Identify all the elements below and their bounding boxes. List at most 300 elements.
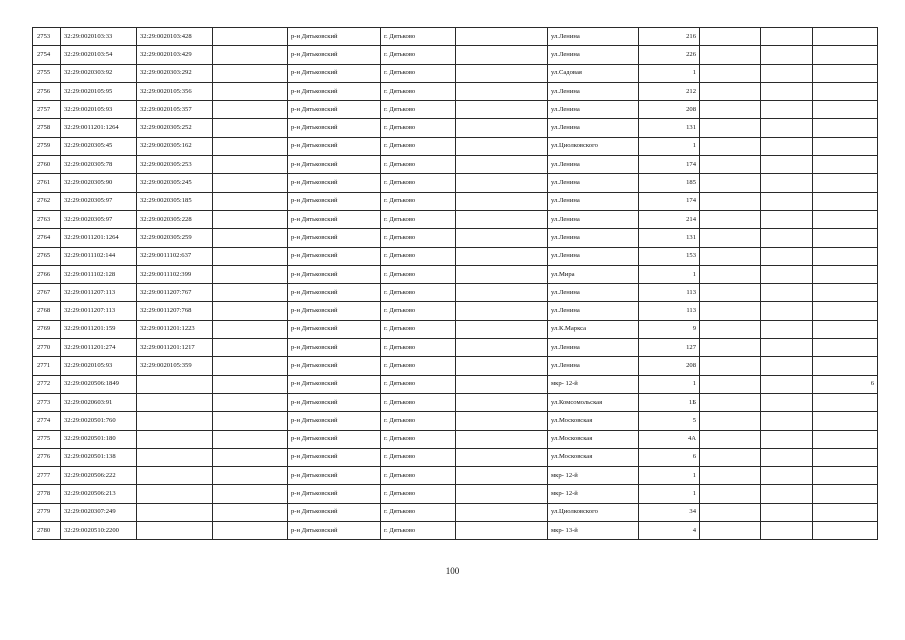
row-number-cell: 2754 — [33, 46, 61, 64]
empty-cell — [213, 485, 288, 503]
empty-cell — [213, 448, 288, 466]
empty-cell — [761, 192, 813, 210]
empty-cell — [761, 174, 813, 192]
district-cell: р-н Дятьковский — [288, 412, 381, 430]
extra-value-cell — [813, 320, 878, 338]
house-number-cell: 9 — [639, 320, 700, 338]
empty-cell — [456, 375, 548, 393]
row-number-cell: 2753 — [33, 28, 61, 46]
table-row — [33, 522, 878, 540]
new-cadastral-number-cell: 32:29:0020103:428 — [137, 28, 213, 46]
empty-cell — [761, 156, 813, 174]
empty-cell — [213, 265, 288, 283]
house-number-cell: 113 — [639, 284, 700, 302]
empty-cell — [761, 485, 813, 503]
empty-cell — [700, 302, 761, 320]
empty-cell — [761, 302, 813, 320]
district-cell: р-н Дятьковский — [288, 302, 381, 320]
city-cell: г. Дятьково — [381, 302, 456, 320]
house-number-cell: 153 — [639, 247, 700, 265]
city-cell: г. Дятьково — [381, 320, 456, 338]
empty-cell — [213, 412, 288, 430]
table-row — [33, 357, 878, 375]
cadastral-number-cell: 32:29:0020103:54 — [61, 46, 137, 64]
empty-cell — [213, 229, 288, 247]
row-number-cell: 2778 — [33, 485, 61, 503]
empty-cell — [700, 375, 761, 393]
row-number-cell: 2758 — [33, 119, 61, 137]
empty-cell — [700, 357, 761, 375]
house-number-cell: 127 — [639, 339, 700, 357]
empty-cell — [700, 265, 761, 283]
empty-cell — [761, 82, 813, 100]
empty-cell — [761, 339, 813, 357]
table-row — [33, 375, 878, 393]
empty-cell — [700, 320, 761, 338]
street-cell: ул.Ленина — [548, 82, 639, 100]
street-cell: ул.Ленина — [548, 210, 639, 228]
house-number-cell: 131 — [639, 119, 700, 137]
street-cell: ул.Московская — [548, 412, 639, 430]
empty-cell — [700, 174, 761, 192]
extra-value-cell — [813, 119, 878, 137]
extra-value-cell — [813, 302, 878, 320]
empty-cell — [213, 137, 288, 155]
cadastral-number-cell: 32:29:0011207:113 — [61, 302, 137, 320]
cadastral-number-cell: 32:29:0020506:222 — [61, 467, 137, 485]
empty-cell — [213, 339, 288, 357]
cadastral-number-cell: 32:29:0011102:144 — [61, 247, 137, 265]
empty-cell — [213, 522, 288, 540]
street-cell: ул.Ленина — [548, 192, 639, 210]
empty-cell — [213, 101, 288, 119]
table-row — [33, 101, 878, 119]
new-cadastral-number-cell — [137, 467, 213, 485]
new-cadastral-number-cell — [137, 375, 213, 393]
table-row — [33, 393, 878, 411]
street-cell: ул.Ленина — [548, 302, 639, 320]
city-cell: г. Дятьково — [381, 137, 456, 155]
street-cell: мкр- 13-й — [548, 522, 639, 540]
empty-cell — [456, 393, 548, 411]
extra-value-cell — [813, 247, 878, 265]
table-row — [33, 46, 878, 64]
empty-cell — [700, 210, 761, 228]
street-cell: ул.Ленина — [548, 46, 639, 64]
house-number-cell: 1 — [639, 485, 700, 503]
empty-cell — [456, 28, 548, 46]
new-cadastral-number-cell: 32:29:0011207:768 — [137, 302, 213, 320]
cadastral-number-cell: 32:29:0020105:95 — [61, 82, 137, 100]
row-number-cell: 2780 — [33, 522, 61, 540]
row-number-cell: 2760 — [33, 156, 61, 174]
new-cadastral-number-cell: 32:29:0020305:253 — [137, 156, 213, 174]
street-cell: ул.Комсомольская — [548, 393, 639, 411]
empty-cell — [213, 46, 288, 64]
table-row — [33, 119, 878, 137]
empty-cell — [761, 137, 813, 155]
empty-cell — [213, 503, 288, 521]
new-cadastral-number-cell: 32:29:0011201:1223 — [137, 320, 213, 338]
city-cell: г. Дятьково — [381, 522, 456, 540]
empty-cell — [700, 412, 761, 430]
empty-cell — [456, 101, 548, 119]
city-cell: г. Дятьково — [381, 375, 456, 393]
empty-cell — [761, 101, 813, 119]
district-cell: р-н Дятьковский — [288, 357, 381, 375]
street-cell: ул.Ленина — [548, 339, 639, 357]
house-number-cell: 4 — [639, 522, 700, 540]
empty-cell — [456, 522, 548, 540]
row-number-cell: 2779 — [33, 503, 61, 521]
new-cadastral-number-cell: 32:29:0020305:228 — [137, 210, 213, 228]
empty-cell — [456, 192, 548, 210]
empty-cell — [456, 320, 548, 338]
district-cell: р-н Дятьковский — [288, 156, 381, 174]
district-cell: р-н Дятьковский — [288, 174, 381, 192]
empty-cell — [700, 192, 761, 210]
city-cell: г. Дятьково — [381, 64, 456, 82]
row-number-cell: 2777 — [33, 467, 61, 485]
row-number-cell: 2776 — [33, 448, 61, 466]
street-cell: ул.Циолковского — [548, 503, 639, 521]
empty-cell — [213, 28, 288, 46]
district-cell: р-н Дятьковский — [288, 229, 381, 247]
extra-value-cell — [813, 265, 878, 283]
extra-value-cell — [813, 174, 878, 192]
cadastral-number-cell: 32:29:0011201:1264 — [61, 119, 137, 137]
house-number-cell: 208 — [639, 101, 700, 119]
row-number-cell: 2757 — [33, 101, 61, 119]
street-cell: ул.Московская — [548, 430, 639, 448]
table-row — [33, 156, 878, 174]
table-body — [33, 28, 878, 540]
extra-value-cell — [813, 82, 878, 100]
empty-cell — [213, 210, 288, 228]
district-cell: р-н Дятьковский — [288, 82, 381, 100]
street-cell: ул.Ленина — [548, 357, 639, 375]
page-number: 100 — [445, 566, 460, 576]
empty-cell — [213, 247, 288, 265]
extra-value-cell — [813, 28, 878, 46]
cadastral-number-cell: 32:29:0020506:213 — [61, 485, 137, 503]
cadastral-number-cell: 32:29:0020603:91 — [61, 393, 137, 411]
new-cadastral-number-cell — [137, 448, 213, 466]
empty-cell — [456, 229, 548, 247]
street-cell: ул.Садовая — [548, 64, 639, 82]
empty-cell — [700, 339, 761, 357]
empty-cell — [213, 302, 288, 320]
new-cadastral-number-cell: 32:29:0020305:162 — [137, 137, 213, 155]
table-row — [33, 448, 878, 466]
street-cell: ул.Ленина — [548, 174, 639, 192]
house-number-cell: 1 — [639, 467, 700, 485]
city-cell: г. Дятьково — [381, 247, 456, 265]
house-number-cell: 1 — [639, 64, 700, 82]
city-cell: г. Дятьково — [381, 229, 456, 247]
district-cell: р-н Дятьковский — [288, 101, 381, 119]
empty-cell — [456, 174, 548, 192]
cadastral-number-cell: 32:29:0020501:760 — [61, 412, 137, 430]
street-cell: ул.Мира — [548, 265, 639, 283]
city-cell: г. Дятьково — [381, 430, 456, 448]
empty-cell — [213, 156, 288, 174]
empty-cell — [456, 412, 548, 430]
new-cadastral-number-cell: 32:29:0020105:356 — [137, 82, 213, 100]
row-number-cell: 2769 — [33, 320, 61, 338]
cadastral-number-cell: 32:29:0020305:45 — [61, 137, 137, 155]
new-cadastral-number-cell: 32:29:0020103:429 — [137, 46, 213, 64]
city-cell: г. Дятьково — [381, 503, 456, 521]
extra-value-cell: 6 — [813, 375, 878, 393]
empty-cell — [761, 46, 813, 64]
empty-cell — [761, 375, 813, 393]
district-cell: р-н Дятьковский — [288, 320, 381, 338]
empty-cell — [213, 174, 288, 192]
house-number-cell: 185 — [639, 174, 700, 192]
new-cadastral-number-cell: 32:29:0020305:252 — [137, 119, 213, 137]
extra-value-cell — [813, 284, 878, 302]
empty-cell — [761, 357, 813, 375]
table-row — [33, 64, 878, 82]
table-row — [33, 485, 878, 503]
cadastral-number-cell: 32:29:0020506:1849 — [61, 375, 137, 393]
street-cell: ул.Ленина — [548, 101, 639, 119]
city-cell: г. Дятьково — [381, 192, 456, 210]
city-cell: г. Дятьково — [381, 119, 456, 137]
row-number-cell: 2755 — [33, 64, 61, 82]
city-cell: г. Дятьково — [381, 101, 456, 119]
empty-cell — [456, 64, 548, 82]
city-cell: г. Дятьково — [381, 210, 456, 228]
empty-cell — [213, 430, 288, 448]
table-row — [33, 210, 878, 228]
house-number-cell: 212 — [639, 82, 700, 100]
house-number-cell: 6 — [639, 448, 700, 466]
empty-cell — [700, 430, 761, 448]
city-cell: г. Дятьково — [381, 28, 456, 46]
house-number-cell: 1 — [639, 265, 700, 283]
new-cadastral-number-cell: 32:29:0020305:259 — [137, 229, 213, 247]
district-cell: р-н Дятьковский — [288, 467, 381, 485]
empty-cell — [213, 375, 288, 393]
new-cadastral-number-cell: 32:29:0011102:637 — [137, 247, 213, 265]
empty-cell — [700, 485, 761, 503]
row-number-cell: 2763 — [33, 210, 61, 228]
cadastral-number-cell: 32:29:0020501:138 — [61, 448, 137, 466]
row-number-cell: 2771 — [33, 357, 61, 375]
table-row — [33, 137, 878, 155]
empty-cell — [700, 229, 761, 247]
city-cell: г. Дятьково — [381, 284, 456, 302]
district-cell: р-н Дятьковский — [288, 265, 381, 283]
extra-value-cell — [813, 339, 878, 357]
street-cell: мкр- 12-й — [548, 375, 639, 393]
empty-cell — [456, 503, 548, 521]
empty-cell — [213, 284, 288, 302]
street-cell: ул.Ленина — [548, 119, 639, 137]
empty-cell — [700, 156, 761, 174]
row-number-cell: 2767 — [33, 284, 61, 302]
district-cell: р-н Дятьковский — [288, 28, 381, 46]
new-cadastral-number-cell — [137, 430, 213, 448]
empty-cell — [456, 247, 548, 265]
table-row — [33, 430, 878, 448]
district-cell: р-н Дятьковский — [288, 64, 381, 82]
row-number-cell: 2762 — [33, 192, 61, 210]
extra-value-cell — [813, 393, 878, 411]
empty-cell — [700, 46, 761, 64]
new-cadastral-number-cell — [137, 412, 213, 430]
row-number-cell: 2768 — [33, 302, 61, 320]
cadastral-number-cell: 32:29:0020305:90 — [61, 174, 137, 192]
city-cell: г. Дятьково — [381, 46, 456, 64]
street-cell: мкр- 12-й — [548, 485, 639, 503]
cadastral-number-cell: 32:29:0020103:33 — [61, 28, 137, 46]
city-cell: г. Дятьково — [381, 412, 456, 430]
empty-cell — [456, 339, 548, 357]
table-row — [33, 174, 878, 192]
house-number-cell: 216 — [639, 28, 700, 46]
cadastral-number-cell: 32:29:0011201:1264 — [61, 229, 137, 247]
empty-cell — [761, 393, 813, 411]
street-cell: мкр- 12-й — [548, 467, 639, 485]
city-cell: г. Дятьково — [381, 393, 456, 411]
cadastral-number-cell: 32:29:0020105:93 — [61, 357, 137, 375]
empty-cell — [700, 247, 761, 265]
empty-cell — [700, 448, 761, 466]
street-cell: ул.Ленина — [548, 156, 639, 174]
table-row — [33, 339, 878, 357]
city-cell: г. Дятьково — [381, 265, 456, 283]
cadastral-number-cell: 32:29:0020305:97 — [61, 192, 137, 210]
district-cell: р-н Дятьковский — [288, 137, 381, 155]
table-row — [33, 82, 878, 100]
cadastral-number-cell: 32:29:0011207:113 — [61, 284, 137, 302]
table-row — [33, 412, 878, 430]
city-cell: г. Дятьково — [381, 156, 456, 174]
extra-value-cell — [813, 448, 878, 466]
house-number-cell: 226 — [639, 46, 700, 64]
table-row — [33, 467, 878, 485]
cadastral-number-cell: 32:29:0020307:249 — [61, 503, 137, 521]
house-number-cell: 34 — [639, 503, 700, 521]
new-cadastral-number-cell: 32:29:0020105:359 — [137, 357, 213, 375]
empty-cell — [213, 192, 288, 210]
extra-value-cell — [813, 430, 878, 448]
row-number-cell: 2773 — [33, 393, 61, 411]
street-cell: ул.Ленина — [548, 28, 639, 46]
empty-cell — [213, 320, 288, 338]
row-number-cell: 2761 — [33, 174, 61, 192]
house-number-cell: 1 — [639, 137, 700, 155]
row-number-cell: 2774 — [33, 412, 61, 430]
street-cell: ул.Циолковского — [548, 137, 639, 155]
empty-cell — [761, 412, 813, 430]
empty-cell — [700, 467, 761, 485]
city-cell: г. Дятьково — [381, 82, 456, 100]
empty-cell — [456, 137, 548, 155]
empty-cell — [456, 302, 548, 320]
new-cadastral-number-cell — [137, 503, 213, 521]
table-row — [33, 284, 878, 302]
new-cadastral-number-cell — [137, 393, 213, 411]
house-number-cell: 113 — [639, 302, 700, 320]
empty-cell — [700, 284, 761, 302]
extra-value-cell — [813, 357, 878, 375]
empty-cell — [761, 265, 813, 283]
cadastral-number-cell: 32:29:0020510:2200 — [61, 522, 137, 540]
house-number-cell: 5 — [639, 412, 700, 430]
city-cell: г. Дятьково — [381, 448, 456, 466]
extra-value-cell — [813, 156, 878, 174]
extra-value-cell — [813, 192, 878, 210]
empty-cell — [700, 393, 761, 411]
row-number-cell: 2756 — [33, 82, 61, 100]
row-number-cell: 2770 — [33, 339, 61, 357]
new-cadastral-number-cell: 32:29:0020303:292 — [137, 64, 213, 82]
row-number-cell: 2775 — [33, 430, 61, 448]
empty-cell — [700, 522, 761, 540]
empty-cell — [213, 467, 288, 485]
extra-value-cell — [813, 101, 878, 119]
cadastral-number-cell: 32:29:0011201:274 — [61, 339, 137, 357]
empty-cell — [700, 64, 761, 82]
district-cell: р-н Дятьковский — [288, 522, 381, 540]
new-cadastral-number-cell: 32:29:0020305:185 — [137, 192, 213, 210]
extra-value-cell — [813, 485, 878, 503]
empty-cell — [700, 137, 761, 155]
new-cadastral-number-cell — [137, 522, 213, 540]
empty-cell — [700, 28, 761, 46]
empty-cell — [761, 119, 813, 137]
empty-cell — [456, 46, 548, 64]
street-cell: ул.Ленина — [548, 284, 639, 302]
table-row — [33, 229, 878, 247]
empty-cell — [456, 485, 548, 503]
street-cell: ул.К.Маркса — [548, 320, 639, 338]
new-cadastral-number-cell: 32:29:0020305:245 — [137, 174, 213, 192]
district-cell: р-н Дятьковский — [288, 119, 381, 137]
empty-cell — [700, 82, 761, 100]
row-number-cell: 2766 — [33, 265, 61, 283]
house-number-cell: 1 — [639, 375, 700, 393]
empty-cell — [213, 119, 288, 137]
empty-cell — [761, 448, 813, 466]
district-cell: р-н Дятьковский — [288, 339, 381, 357]
empty-cell — [456, 82, 548, 100]
empty-cell — [456, 210, 548, 228]
house-number-cell: 214 — [639, 210, 700, 228]
extra-value-cell — [813, 64, 878, 82]
empty-cell — [761, 430, 813, 448]
city-cell: г. Дятьково — [381, 467, 456, 485]
empty-cell — [761, 28, 813, 46]
extra-value-cell — [813, 46, 878, 64]
empty-cell — [761, 503, 813, 521]
city-cell: г. Дятьково — [381, 339, 456, 357]
extra-value-cell — [813, 412, 878, 430]
empty-cell — [213, 64, 288, 82]
empty-cell — [213, 82, 288, 100]
row-number-cell: 2772 — [33, 375, 61, 393]
empty-cell — [456, 119, 548, 137]
district-cell: р-н Дятьковский — [288, 485, 381, 503]
empty-cell — [761, 522, 813, 540]
district-cell: р-н Дятьковский — [288, 430, 381, 448]
extra-value-cell — [813, 522, 878, 540]
row-number-cell: 2759 — [33, 137, 61, 155]
